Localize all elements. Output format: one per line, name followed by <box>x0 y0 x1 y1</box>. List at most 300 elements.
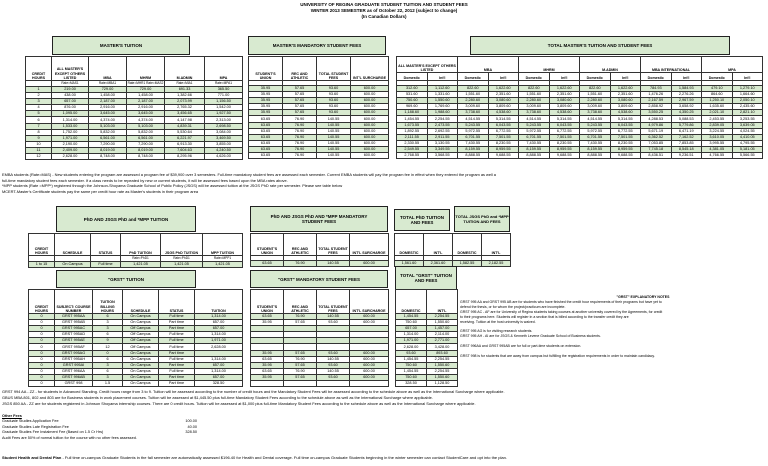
column-header: DOMESTIC <box>395 234 424 256</box>
table-cell: 600.00 <box>350 350 389 356</box>
table-cell: 0 <box>29 362 55 368</box>
table-cell: 9 <box>26 135 52 141</box>
table-cell: Full time <box>159 338 195 344</box>
table-cell: 5,671.19 <box>641 128 672 134</box>
table-cell: 1,927.50 <box>205 111 243 117</box>
table-cell: 3,738.60 <box>580 110 611 116</box>
table-cell: 2,021.10 <box>702 110 733 116</box>
explanatory-line: GRST 996AA and GRST 995AB are for full or part-time students on extension. <box>460 344 582 349</box>
table-cell: 1,382.66 <box>165 93 205 99</box>
table-cell: GRST 996AA <box>55 368 93 374</box>
table-cell: 63.65 <box>251 314 284 320</box>
table-cell: 63.65 <box>249 116 283 122</box>
table-cell: 6,362.52 <box>641 134 672 140</box>
table-cell: Off Campus <box>123 338 159 344</box>
table-cell: GRST 995AI <box>55 362 93 368</box>
table-cell: 5,566.55 <box>732 153 763 159</box>
rate-code: Rate=PhD1 <box>121 256 161 262</box>
table-cell: 7,162.52 <box>671 134 702 140</box>
table-cell: 140.55 <box>317 140 351 146</box>
table-cell: 76.90 <box>283 146 317 152</box>
table-cell: 76.90 <box>284 368 317 374</box>
table-cell: 4,514.55 <box>458 116 489 122</box>
table-cell: 7,290.00 <box>127 141 165 147</box>
table-cell: 4,514.55 <box>580 116 611 122</box>
table-cell: 57.65 <box>284 374 317 380</box>
health-dental-note <box>2 455 507 460</box>
table-cell: 0 <box>29 374 55 380</box>
grst-tuition-title: "GRST" TUITION <box>56 270 196 288</box>
table-cell: 5,103.00 <box>89 123 127 129</box>
table-cell: 3,809.60 <box>488 104 519 110</box>
explanatory-line: GRST 998 is for students that are away from campus but fulfilling the registration requirements in order to maintain candidacy. <box>460 353 655 358</box>
table-cell: 0 <box>29 332 55 338</box>
table-cell: 6 <box>93 314 123 320</box>
masters-fees-table <box>248 56 389 159</box>
table-cell: 3,738.60 <box>519 110 550 116</box>
table-cell: 1,971.00 <box>52 135 89 141</box>
table-cell: 1,314.00 <box>195 314 243 320</box>
table-cell: 4,350.25 <box>671 110 702 116</box>
table-cell: 1,112.60 <box>427 86 458 92</box>
table-cell: 2,839.05 <box>702 122 733 128</box>
table-cell: 1,664.60 <box>732 92 763 98</box>
table-cell: 3,658.92 <box>671 104 702 110</box>
column-header: Domestic <box>641 73 672 81</box>
explanatory-line: receiving. Tuition at the host university is waived. <box>460 319 536 324</box>
table-cell: 6 <box>93 356 123 362</box>
table-cell: GRST 995AA <box>55 314 93 320</box>
table-cell: Full time <box>159 332 195 338</box>
table-cell: 76.90 <box>284 261 317 267</box>
table-cell: 6,772.55 <box>549 128 580 134</box>
column-header: SCHEDULE <box>55 234 91 256</box>
other-programs-notes <box>2 389 505 407</box>
table-cell: 35.95 <box>251 362 284 368</box>
table-cell: 729.00 <box>89 87 127 93</box>
table-row <box>396 381 458 387</box>
table-cell: 600.00 <box>351 146 389 152</box>
table-cell: 12 <box>93 344 123 350</box>
table-cell: 4,538.60 <box>610 110 641 116</box>
table-cell: 93.60 <box>317 362 350 368</box>
table-cell: 7,430.55 <box>519 140 550 146</box>
table-cell: Off Campus <box>123 332 159 338</box>
table-cell: 5,972.55 <box>580 128 611 134</box>
table-cell: 76.90 <box>284 314 317 320</box>
table-cell: 140.55 <box>317 128 351 134</box>
table-cell: 3,009.60 <box>519 104 550 110</box>
table-cell: 600.00 <box>351 134 389 140</box>
total-grst-title: TOTAL "GRST" TUITION AND FEES <box>395 266 457 290</box>
table-cell: 8 <box>26 129 52 135</box>
grst-totals-table <box>395 289 458 387</box>
table-cell: 3,456.65 <box>165 111 205 117</box>
explanatory-line: GRST 995 AA and GRST 995 AB are for students who have finished the credit hour requirements of their programs but have yet to <box>460 299 662 304</box>
table-cell: 600.00 <box>351 140 389 146</box>
table-cell: 8,159.55 <box>519 146 550 152</box>
table-cell: 1,971.00 <box>195 338 243 344</box>
table-cell: 5,243.55 <box>580 122 611 128</box>
column-header: Domestic <box>458 73 489 81</box>
table-cell: 1,314.00 <box>396 332 427 338</box>
table-cell: 0 <box>93 350 123 356</box>
health-dental-label: Student Health and Dental Plan <box>2 455 62 460</box>
table-cell: 8,230.55 <box>610 140 641 146</box>
table-cell: 5,243.55 <box>519 122 550 128</box>
rate-code: Rate=MPA1 <box>205 81 243 87</box>
table-cell: 2,771.00 <box>427 338 458 344</box>
table-cell: 8,295.96 <box>165 154 205 160</box>
column-header: MPA <box>205 57 243 81</box>
table-cell <box>350 381 389 387</box>
table-cell: 600.00 <box>350 320 389 326</box>
table-cell: 0 <box>29 326 55 332</box>
table-cell: On Campus <box>123 320 159 326</box>
table-cell: 3,428.00 <box>427 344 458 350</box>
table-cell: 1,752.00 <box>52 129 89 135</box>
table-cell: 8,959.55 <box>610 146 641 152</box>
fee-item <box>2 430 212 435</box>
table-cell: 3,080.60 <box>549 98 580 104</box>
table-cell: 93.60 <box>317 98 351 104</box>
table-cell: 6,561.00 <box>89 135 127 141</box>
table-cell: 7,501.55 <box>549 134 580 140</box>
table-cell: 1,421.05 <box>121 262 161 268</box>
table-cell: 35.95 <box>249 92 283 98</box>
table-cell: 600.00 <box>350 314 389 320</box>
column-group-header: MHRM <box>519 57 580 73</box>
table-cell: 63.65 <box>249 140 283 146</box>
table-cell: 3,809.60 <box>610 104 641 110</box>
column-header: STATUS <box>91 234 121 256</box>
column-header: Domestic <box>580 73 611 81</box>
table-cell: 328.50 <box>396 381 427 387</box>
table-cell: 4,795.55 <box>732 140 763 146</box>
table-cell: 3,610.05 <box>702 134 733 140</box>
table-cell: 6,043.55 <box>488 122 519 128</box>
table-cell: 1,454.55 <box>396 314 427 320</box>
table-cell: 2,182.55 <box>482 261 511 267</box>
table-cell: 657.00 <box>52 99 89 105</box>
table-cell: 4,410.05 <box>732 134 763 140</box>
table-cell: 1 to 15 <box>29 262 55 268</box>
table-cell: 6,772.55 <box>610 128 641 134</box>
table-cell: 4,147.98 <box>165 117 205 123</box>
table-cell: 4,240.50 <box>205 147 243 153</box>
table-cell: 76.90 <box>283 128 317 134</box>
table-cell: 63.65 <box>249 122 283 128</box>
table-cell: 2,276.26 <box>671 92 702 98</box>
table-cell: 1,635.60 <box>702 104 733 110</box>
table-cell: 3,645.00 <box>89 111 127 117</box>
table-cell: 1,550.60 <box>427 362 458 368</box>
table-cell: 35.95 <box>249 104 283 110</box>
column-header: INT'L SURCHARGE <box>351 57 389 81</box>
table-cell: 3 <box>93 320 123 326</box>
column-header: TUITION <box>195 290 243 314</box>
table-cell: 8,959.55 <box>488 146 519 152</box>
table-cell: 5,103.00 <box>127 123 165 129</box>
table-cell: 893.60 <box>427 350 458 356</box>
phd-tuition-table <box>28 233 243 268</box>
table-cell: 600.00 <box>351 128 389 134</box>
table-cell: 3,855.00 <box>205 141 243 147</box>
table-cell: Part time <box>159 326 195 332</box>
table-cell: 8,159.55 <box>580 146 611 152</box>
table-cell: 1,769.60 <box>427 104 458 110</box>
table-cell: 531.60 <box>397 92 428 98</box>
table-cell: 7,430.55 <box>458 140 489 146</box>
table-cell: 3 <box>93 326 123 332</box>
table-cell: 140.55 <box>317 314 350 320</box>
table-cell: GRST 996AB <box>55 374 93 380</box>
table-cell: 4,626.00 <box>205 154 243 160</box>
table-cell: 1,550.60 <box>427 374 458 380</box>
table-cell: Full time <box>159 344 195 350</box>
table-cell: 2,821.10 <box>732 110 763 116</box>
explanatory-line: GRST 995 AG is for visiting research students. <box>460 329 533 334</box>
table-cell <box>284 381 317 387</box>
explanatory-line: GRST 995 AC - AF are for University of Regina students taking courses at another university covered by the Agreements, for credit <box>460 309 663 314</box>
column-header: MPP TUITION <box>203 234 243 256</box>
table-cell: 140.55 <box>317 261 350 267</box>
table-cell: 7,604.63 <box>165 147 205 153</box>
rate-code: Rate=MIA1 <box>165 81 205 87</box>
table-cell: 771.00 <box>205 93 243 99</box>
table-cell: 6,221.97 <box>165 135 205 141</box>
table-cell: 9,688.55 <box>549 153 580 159</box>
table-cell: 140.55 <box>317 116 351 122</box>
table-cell: 76.90 <box>283 116 317 122</box>
table-cell: 63.65 <box>249 153 283 159</box>
table-cell: 63.65 <box>249 146 283 152</box>
table-cell: On Campus <box>123 374 159 380</box>
table-cell: 2,435.60 <box>732 104 763 110</box>
table-cell: 750.60 <box>396 362 427 368</box>
table-cell: 1,551.60 <box>580 92 611 98</box>
column-header: CREDIT HOURS <box>29 290 55 314</box>
rate-code: Rate=MBA1 <box>89 81 127 87</box>
total-phd-title: TOTAL PhD TUITION AND FEES <box>394 209 450 231</box>
column-header: STATUS <box>159 290 195 314</box>
table-cell: 5,832.00 <box>127 129 165 135</box>
table-cell: 1,622.60 <box>610 86 641 92</box>
table-cell: 438.00 <box>52 93 89 99</box>
column-header: MBA <box>89 57 127 81</box>
header-currency: (In Canadian Dollars) <box>361 14 407 19</box>
jsgs-850-note: JSGS 850 AA - ZZ are for students registered in Johnson Shoyama internship courses. There are 0 credit hours. Tuition will be assessed at $1,000 plus full-time Mandatory Student Fees according to the schedule above as well as the International Surcharge where applicable. <box>2 401 476 407</box>
table-cell: 2,254.55 <box>427 314 458 320</box>
rate-code: Rate=MHR1 Rate=MAS2 <box>127 81 164 85</box>
table-cell: 93.60 <box>317 92 351 98</box>
fee-label: Graduate Studies Late Registration Fee <box>2 424 69 429</box>
table-cell: 1 <box>26 87 52 93</box>
column-header: M.ADMIN <box>165 57 205 81</box>
table-cell: 1,988.60 <box>427 110 458 116</box>
table-cell: 3 <box>93 374 123 380</box>
total-masters-title: TOTAL MASTER'S TUITION AND STUDENT FEES <box>470 36 730 55</box>
table-cell: 5,314.55 <box>488 116 519 122</box>
table-cell: 2,254.55 <box>427 116 458 122</box>
column-header: INT'L <box>427 290 458 314</box>
table-cell: 600.00 <box>351 110 389 116</box>
table-cell: On Campus <box>123 356 159 362</box>
table-cell: 657.00 <box>195 374 243 380</box>
table-cell: 600.00 <box>350 261 389 267</box>
table-row <box>29 381 243 387</box>
table-cell: Full time <box>91 262 121 268</box>
table-cell: 2,351.60 <box>610 92 641 98</box>
table-cell: 1,971.00 <box>396 338 427 344</box>
table-cell: 57.65 <box>283 92 317 98</box>
table-cell: 2,280.60 <box>458 98 489 104</box>
table-cell: 35.95 <box>249 110 283 116</box>
table-cell: 3,009.60 <box>458 104 489 110</box>
table-cell: 600.00 <box>350 368 389 374</box>
column-header: SCHEDULE <box>123 290 159 314</box>
table-cell: 8,230.55 <box>488 140 519 146</box>
phd-fees-table <box>250 233 389 267</box>
table-cell: 6,772.55 <box>488 128 519 134</box>
table-cell: 63.65 <box>251 261 284 267</box>
table-cell: 9,688.55 <box>610 153 641 159</box>
table-cell: 5,181.05 <box>732 146 763 152</box>
table-cell: 3,469.50 <box>205 135 243 141</box>
table-cell: 8,748.00 <box>127 154 165 160</box>
column-header: Int'l <box>488 73 519 81</box>
column-header: DOMESTIC <box>396 290 427 314</box>
table-cell: 57.65 <box>283 98 317 104</box>
table-cell: 2,187.00 <box>89 99 127 105</box>
emba-note-cont: full-time mandatory student fees each semester. If a class needs to be repeated by new or current students, it will be assessed fees based upon the MBA rates above. <box>2 177 288 183</box>
table-cell: 93.60 <box>317 374 350 380</box>
table-cell: 6,701.55 <box>580 134 611 140</box>
table-cell: 2,768.55 <box>397 153 428 159</box>
table-cell: 0 <box>29 320 55 326</box>
column-header: REC AND ATHLETIC <box>284 234 317 256</box>
table-cell: 7,290.00 <box>89 141 127 147</box>
explanatory-line: GRST 995 AH - AI are for JSGS & Kenneth Levene Graduate School of Business students. <box>460 334 601 339</box>
table-cell: 1,551.60 <box>458 92 489 98</box>
column-header: Domestic <box>519 73 550 81</box>
table-cell: 93.60 <box>317 320 350 326</box>
table-cell: 140.55 <box>317 356 350 362</box>
table-cell: 4,374.00 <box>89 117 127 123</box>
table-cell: 63.65 <box>249 128 283 134</box>
table-cell: 63.65 <box>251 368 284 374</box>
table-cell: 9,236.51 <box>671 153 702 159</box>
table-cell: 6 <box>26 117 52 123</box>
table-cell: 2,916.00 <box>127 105 165 111</box>
table-cell: On Campus <box>123 362 159 368</box>
table-cell: 4,538.60 <box>488 110 519 116</box>
table-cell: On Campus <box>123 350 159 356</box>
total-jsgs-title: TOTAL JSGS PhD and *MPP TUITION AND FEES <box>454 206 510 232</box>
other-fees-title: Other Fees <box>2 414 22 418</box>
table-cell: GRST 995AB <box>55 320 93 326</box>
table-cell: 6 <box>93 368 123 374</box>
table-cell: 750.60 <box>397 98 428 104</box>
table-cell: 76.90 <box>283 134 317 140</box>
table-cell: 2,111.55 <box>397 134 428 140</box>
grst-fees-title: "GRST" MANDATORY STUDENT FEES <box>250 270 388 288</box>
fee-amount: 40.00 <box>187 424 197 429</box>
column-header: INT'L <box>424 234 453 256</box>
table-cell: Full time <box>159 356 195 362</box>
table-cell: Part time <box>159 350 195 356</box>
header-title: UNIVERSITY OF REGINA GRADUATE STUDENT TUITION AND STUDENT FEES <box>300 2 468 7</box>
table-cell: 750.60 <box>396 320 427 326</box>
table-cell: 3,995.55 <box>702 140 733 146</box>
column-header: SUBJECT: COURSE NUMBER <box>55 290 93 314</box>
table-cell: 57.65 <box>284 320 317 326</box>
table-cell: 600.00 <box>351 122 389 128</box>
table-cell: 76.90 <box>283 153 317 159</box>
table-cell: 657.00 <box>195 326 243 332</box>
masters-fees-title: MASTER'S MANDATORY STUDENT FEES <box>248 36 386 55</box>
audit-fees-note: Audit Fees are 50% of normal tuition for the course with no other fees assessed. <box>2 435 137 440</box>
table-cell: 479.10 <box>702 86 733 92</box>
table-cell: 5,243.55 <box>458 122 489 128</box>
table-cell: 3 <box>93 362 123 368</box>
column-group-header: M.ADMIN <box>580 57 641 73</box>
table-cell: 2,967.59 <box>671 98 702 104</box>
table-cell: 8,888.55 <box>519 153 550 159</box>
table-cell: 600.00 <box>351 116 389 122</box>
table-cell: 5,088.53 <box>671 116 702 122</box>
masters-tuition-table <box>25 56 243 160</box>
table-cell: 8,159.55 <box>458 146 489 152</box>
table-cell: 140.55 <box>317 122 351 128</box>
column-header: Domestic <box>397 73 428 81</box>
table-cell: Full time <box>159 314 195 320</box>
table-cell: 5,779.86 <box>671 122 702 128</box>
table-cell: 76.90 <box>284 356 317 362</box>
table-cell: 1,454.55 <box>396 356 427 362</box>
table-cell: Part time <box>159 374 195 380</box>
column-header: DOMESTIC <box>453 234 482 256</box>
table-cell: 2,190.00 <box>52 141 89 147</box>
table-cell: 657.00 <box>195 320 243 326</box>
table-cell: 822.60 <box>458 86 489 92</box>
table-cell: 1,279.10 <box>732 86 763 92</box>
table-row <box>249 153 389 159</box>
table-cell: 12 <box>26 154 52 160</box>
table-cell: 35.95 <box>251 320 284 326</box>
mpp-note: *MPP students (Rate =MPP*) registered through the Johnson-Shoyama Graduate School of Public Policy (JSGS) will be assessed tuition at the JSGS PhD rate per semester. Please see table below <box>2 183 343 189</box>
table-cell: 5,972.55 <box>458 128 489 134</box>
table-cell: GRST 995AF <box>55 344 93 350</box>
table-cell: 3,639.05 <box>732 122 763 128</box>
table-cell: On Campus <box>123 368 159 374</box>
table-cell: 1,561.60 <box>395 261 424 267</box>
column-header: INT'L SURCHARGE <box>350 290 389 314</box>
table-cell: GRST 995AC <box>55 326 93 332</box>
table-cell: 9 <box>93 338 123 344</box>
table-cell: 4,766.55 <box>702 153 733 159</box>
table-cell: 6,701.55 <box>458 134 489 140</box>
fee-amount: 328.50 <box>185 430 197 435</box>
table-cell: 8,019.00 <box>89 147 127 153</box>
table-cell: 2,858.92 <box>641 104 672 110</box>
table-cell: 0 <box>29 356 55 362</box>
column-group-header: ALL MASTER'S EXCEPT OTHERS LISTED <box>397 57 458 73</box>
table-cell: 600.00 <box>351 153 389 159</box>
table-cell: 2,073.99 <box>165 99 205 105</box>
table-cell: 2,280.60 <box>519 98 550 104</box>
table-cell: 0 <box>29 350 55 356</box>
